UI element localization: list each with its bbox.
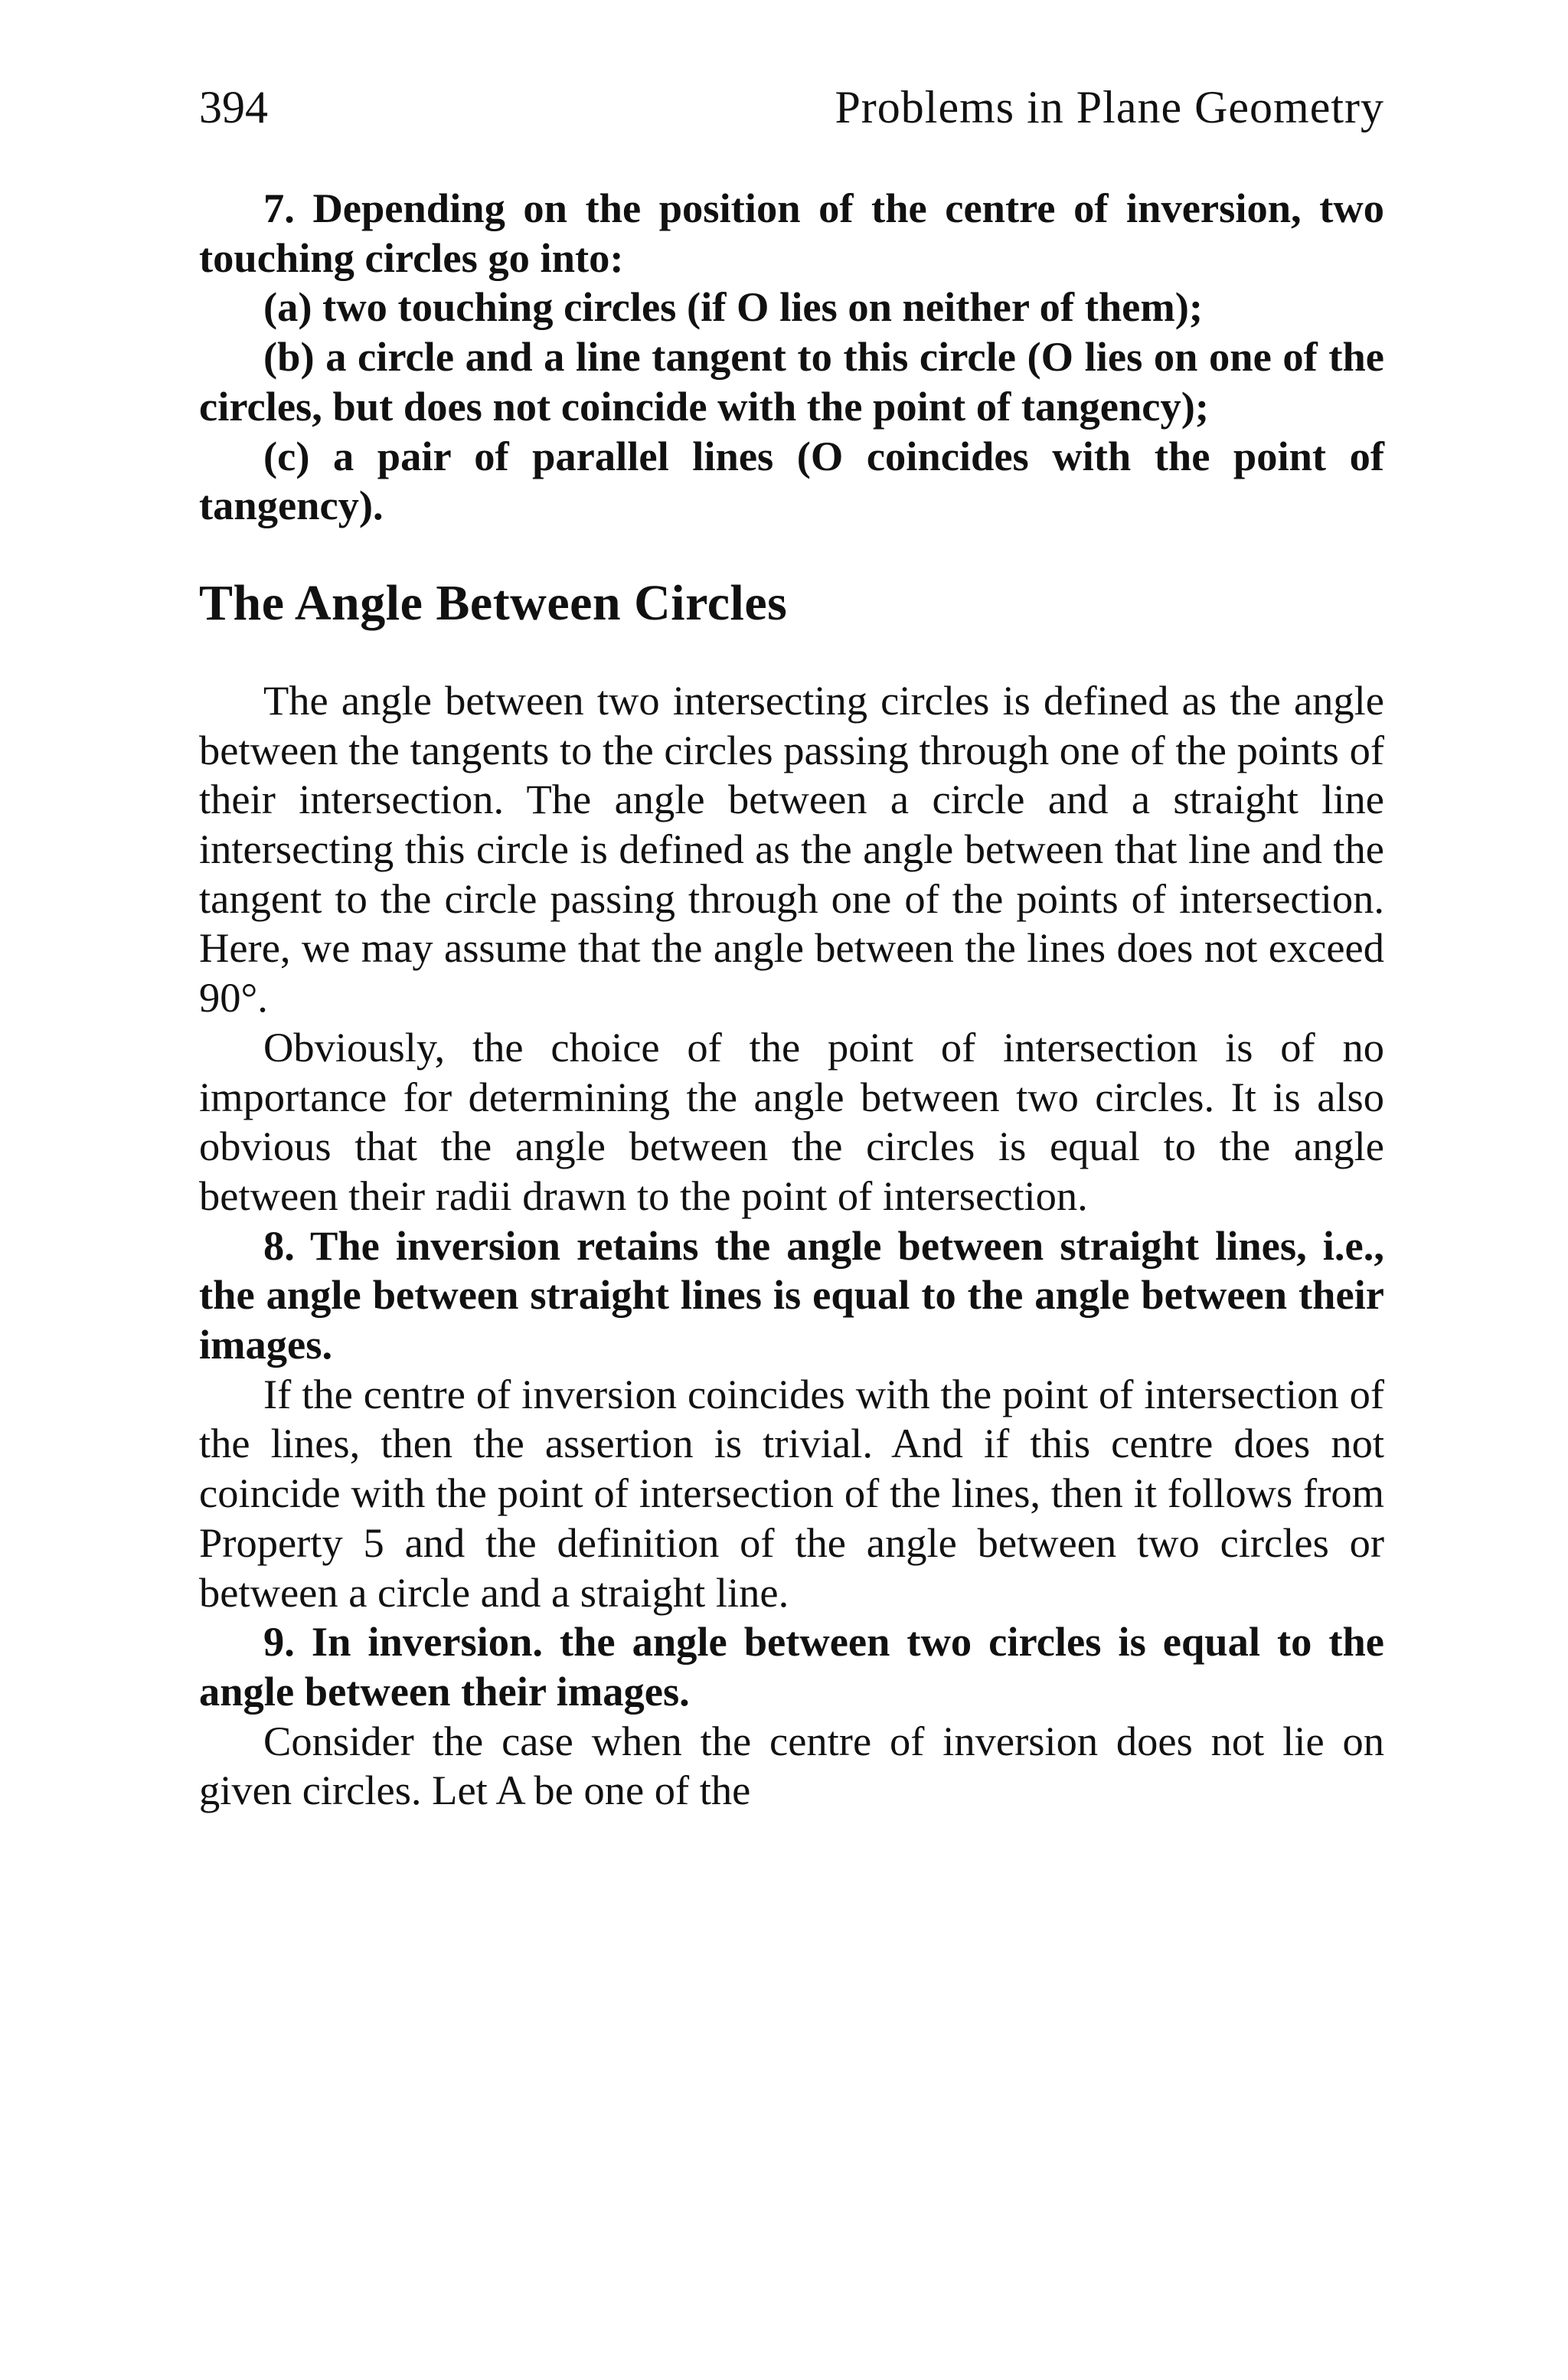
angle-definition-paragraph: The angle between two intersecting circles is defined as the angle between the tangents to the circles passing through one of the points of their intersection. The angle between a circle and a straight line intersecting this circle is defined as the angle between that line and the tangent to the circle passing through one of the points of intersection. Here, we may assume that the angle between the lines does not exceed 90°. <box>199 676 1384 1022</box>
book-title: Problems in Plane Geometry <box>835 82 1384 132</box>
statement-8-proof: If the centre of inversion coincides with the point of intersection of the lines, then the assertion is trivial. And if this centre does not coincide with the point of intersection of the lines, then it follows from Property 5 and the definition of the angle between two circles or between a circle and a straight line. <box>199 1370 1384 1616</box>
body-text <box>199 184 1384 1816</box>
section-heading: The Angle Between Circles <box>199 574 788 631</box>
page-number: 394 <box>199 82 268 132</box>
running-head <box>199 69 1384 145</box>
statement-7-case-a: (a) two touching circles (if O lies on neither of them); <box>263 283 1204 331</box>
statement-9-proof-start: Consider the case when the centre of inversion does not lie on given circles. Let A be one of the <box>199 1717 1384 1814</box>
statement-7-case-b: (b) a circle and a line tangent to this circle (O lies on one of the circles, but does not coincide with the point of tangency); <box>199 333 1384 430</box>
obviously-paragraph: Obviously, the choice of the point of intersection is of no importance for determining the angle between two circles. It is also obvious that the angle between the circles is equal to the angle between their radii drawn to the point of intersection. <box>199 1023 1384 1219</box>
statement-9: 9. In inversion. the angle between two circles is equal to the angle between their images. <box>199 1618 1384 1715</box>
statement-8: 8. The inversion retains the angle between straight lines, i.e., the angle between straight lines is equal to the angle between their images. <box>199 1221 1384 1368</box>
book-page <box>199 69 1384 1816</box>
statement-7-case-c: (c) a pair of parallel lines (O coincides with the point of tangency). <box>199 432 1384 529</box>
statement-7-intro: 7. Depending on the position of the centre of inversion, two touching circles go into: <box>199 185 1384 281</box>
